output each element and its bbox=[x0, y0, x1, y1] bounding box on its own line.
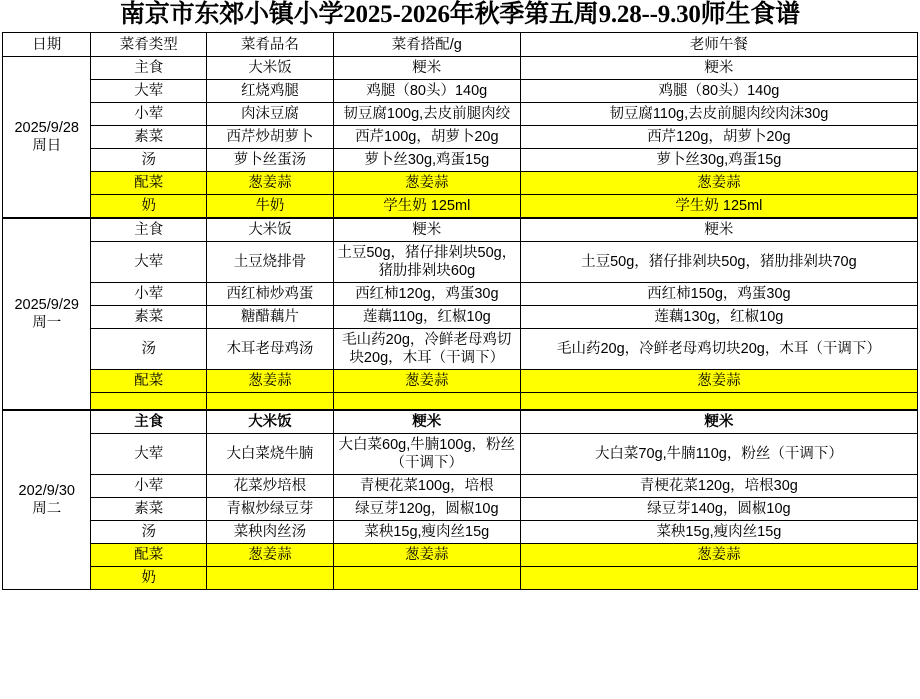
teacher-lunch: 学生奶 125ml bbox=[520, 195, 917, 219]
teacher-lunch: 葱姜蒜 bbox=[520, 172, 917, 195]
dish-type: 大荤 bbox=[91, 242, 207, 283]
dish-name: 土豆烧排骨 bbox=[207, 242, 334, 283]
dish-type: 素菜 bbox=[91, 126, 207, 149]
teacher-lunch: 萝卜丝30g,鸡蛋15g bbox=[520, 149, 917, 172]
dish-ingredients: 葱姜蒜 bbox=[333, 172, 520, 195]
teacher-lunch: 葱姜蒜 bbox=[520, 370, 917, 393]
column-header-teacher-lunch: 老师午餐 bbox=[520, 33, 917, 57]
teacher-lunch: 青梗花菜120g，培根30g bbox=[520, 474, 917, 497]
dish-name bbox=[207, 566, 334, 589]
table-body bbox=[3, 57, 918, 590]
dish-type: 主食 bbox=[91, 218, 207, 242]
column-header-ingredients: 菜肴搭配/g bbox=[333, 33, 520, 57]
dish-name: 大米饭 bbox=[207, 410, 334, 434]
dish-type: 汤 bbox=[91, 520, 207, 543]
dish-ingredients: 西芹100g，胡萝卜20g bbox=[333, 126, 520, 149]
teacher-lunch: 毛山药20g，冷鲜老母鸡切块20g，木耳（干调下） bbox=[520, 329, 917, 370]
dish-name: 木耳老母鸡汤 bbox=[207, 329, 334, 370]
dish-name: 大白菜烧牛腩 bbox=[207, 433, 334, 474]
date-line-1: 2025/9/28 bbox=[14, 120, 79, 136]
teacher-lunch: 鸡腿（80头）140g bbox=[520, 80, 917, 103]
table-row bbox=[3, 242, 918, 283]
menu-table bbox=[2, 32, 918, 590]
teacher-lunch: 西红柿150g，鸡蛋30g bbox=[520, 283, 917, 306]
table-row bbox=[3, 410, 918, 434]
teacher-lunch: 莲藕130g，红椒10g bbox=[520, 306, 917, 329]
dish-ingredients: 西红柿120g，鸡蛋30g bbox=[333, 283, 520, 306]
dish-ingredients bbox=[333, 393, 520, 410]
dish-type: 大荤 bbox=[91, 433, 207, 474]
dish-type: 主食 bbox=[91, 410, 207, 434]
dish-type: 汤 bbox=[91, 149, 207, 172]
teacher-lunch: 西芹120g，胡萝卜20g bbox=[520, 126, 917, 149]
date-line-2: 周二 bbox=[32, 500, 62, 517]
table-row bbox=[3, 497, 918, 520]
dish-name: 糖醋藕片 bbox=[207, 306, 334, 329]
table-row bbox=[3, 218, 918, 242]
page-title: 南京市东郊小镇小学2025-2026年秋季第五周9.28--9.30师生食谱 bbox=[120, 1, 800, 28]
table-row bbox=[3, 474, 918, 497]
dish-type: 小荤 bbox=[91, 283, 207, 306]
dish-type: 奶 bbox=[91, 566, 207, 589]
date-line-1: 202/9/30 bbox=[18, 482, 75, 499]
table-row bbox=[3, 57, 918, 80]
dish-name: 葱姜蒜 bbox=[207, 543, 334, 566]
table-row bbox=[3, 329, 918, 370]
teacher-lunch: 韧豆腐110g,去皮前腿肉绞肉沫30g bbox=[520, 103, 917, 126]
dish-type: 小荤 bbox=[91, 103, 207, 126]
dish-name: 大米饭 bbox=[207, 57, 334, 80]
teacher-lunch: 绿豆芽140g，圆椒10g bbox=[520, 497, 917, 520]
dish-type: 小荤 bbox=[91, 474, 207, 497]
date-cell-day1 bbox=[3, 57, 91, 219]
dish-type: 奶 bbox=[91, 195, 207, 219]
table-row bbox=[3, 126, 918, 149]
dish-ingredients: 鸡腿（80头）140g bbox=[333, 80, 520, 103]
table-row bbox=[3, 566, 918, 589]
dish-ingredients: 葱姜蒜 bbox=[333, 370, 520, 393]
dish-ingredients: 毛山药20g，冷鲜老母鸡切块20g，木耳（干调下） bbox=[333, 329, 520, 370]
table-row bbox=[3, 393, 918, 410]
dish-type: 配菜 bbox=[91, 172, 207, 195]
dish-name: 大米饭 bbox=[207, 218, 334, 242]
dish-name: 菜秧肉丝汤 bbox=[207, 520, 334, 543]
dish-type: 汤 bbox=[91, 329, 207, 370]
teacher-lunch bbox=[520, 393, 917, 410]
teacher-lunch: 大白菜70g,牛腩110g，粉丝（干调下） bbox=[520, 433, 917, 474]
teacher-lunch: 粳米 bbox=[520, 57, 917, 80]
teacher-lunch bbox=[520, 566, 917, 589]
table-row bbox=[3, 195, 918, 219]
table-row bbox=[3, 543, 918, 566]
dish-name: 青椒炒绿豆芽 bbox=[207, 497, 334, 520]
dish-ingredients: 菜秧15g,瘦肉丝15g bbox=[333, 520, 520, 543]
dish-ingredients bbox=[333, 566, 520, 589]
teacher-lunch: 粳米 bbox=[520, 218, 917, 242]
date-line-2: 周一 bbox=[32, 314, 62, 331]
table-row bbox=[3, 370, 918, 393]
dish-ingredients: 青梗花菜100g，培根 bbox=[333, 474, 520, 497]
table-row bbox=[3, 172, 918, 195]
table-row bbox=[3, 283, 918, 306]
dish-name: 葱姜蒜 bbox=[207, 370, 334, 393]
dish-ingredients: 粳米 bbox=[333, 218, 520, 242]
teacher-lunch: 葱姜蒜 bbox=[520, 543, 917, 566]
dish-ingredients: 粳米 bbox=[333, 410, 520, 434]
dish-ingredients: 大白菜60g,牛腩100g，粉丝（干调下） bbox=[333, 433, 520, 474]
table-row bbox=[3, 520, 918, 543]
teacher-lunch: 土豆50g，猪仔排剁块50g，猪肋排剁块70g bbox=[520, 242, 917, 283]
table-header bbox=[3, 33, 918, 57]
dish-name: 萝卜丝蛋汤 bbox=[207, 149, 334, 172]
dish-ingredients: 莲藕110g，红椒10g bbox=[333, 306, 520, 329]
date-cell-day3 bbox=[3, 410, 91, 590]
dish-name: 花菜炒培根 bbox=[207, 474, 334, 497]
dish-type: 大荤 bbox=[91, 80, 207, 103]
dish-ingredients: 土豆50g，猪仔排剁块50g，猪肋排剁块60g bbox=[333, 242, 520, 283]
dish-type: 素菜 bbox=[91, 306, 207, 329]
dish-ingredients: 粳米 bbox=[333, 57, 520, 80]
date-line-2: 周日 bbox=[32, 138, 62, 154]
table-row bbox=[3, 306, 918, 329]
dish-name: 红烧鸡腿 bbox=[207, 80, 334, 103]
column-header-dish-name: 菜肴品名 bbox=[207, 33, 334, 57]
teacher-lunch: 菜秧15g,瘦肉丝15g bbox=[520, 520, 917, 543]
column-header-dish-type: 菜肴类型 bbox=[91, 33, 207, 57]
table-row bbox=[3, 80, 918, 103]
dish-type: 配菜 bbox=[91, 370, 207, 393]
table-row bbox=[3, 433, 918, 474]
dish-name: 葱姜蒜 bbox=[207, 172, 334, 195]
column-header-date: 日期 bbox=[3, 33, 91, 57]
dish-type bbox=[91, 393, 207, 410]
dish-name: 西芹炒胡萝卜 bbox=[207, 126, 334, 149]
dish-ingredients: 萝卜丝30g,鸡蛋15g bbox=[333, 149, 520, 172]
dish-ingredients: 绿豆芽120g，圆椒10g bbox=[333, 497, 520, 520]
dish-ingredients: 韧豆腐100g,去皮前腿肉绞 bbox=[333, 103, 520, 126]
teacher-lunch: 粳米 bbox=[520, 410, 917, 434]
dish-ingredients: 葱姜蒜 bbox=[333, 543, 520, 566]
dish-name: 牛奶 bbox=[207, 195, 334, 219]
dish-name bbox=[207, 393, 334, 410]
date-cell-day2 bbox=[3, 218, 91, 410]
table-row bbox=[3, 103, 918, 126]
table-header-row bbox=[3, 33, 918, 57]
date-line-1: 2025/9/29 bbox=[14, 296, 79, 313]
table-row bbox=[3, 149, 918, 172]
dish-type: 素菜 bbox=[91, 497, 207, 520]
dish-type: 主食 bbox=[91, 57, 207, 80]
dish-name: 肉沫豆腐 bbox=[207, 103, 334, 126]
dish-type: 配菜 bbox=[91, 543, 207, 566]
dish-ingredients: 学生奶 125ml bbox=[333, 195, 520, 219]
dish-name: 西红柿炒鸡蛋 bbox=[207, 283, 334, 306]
